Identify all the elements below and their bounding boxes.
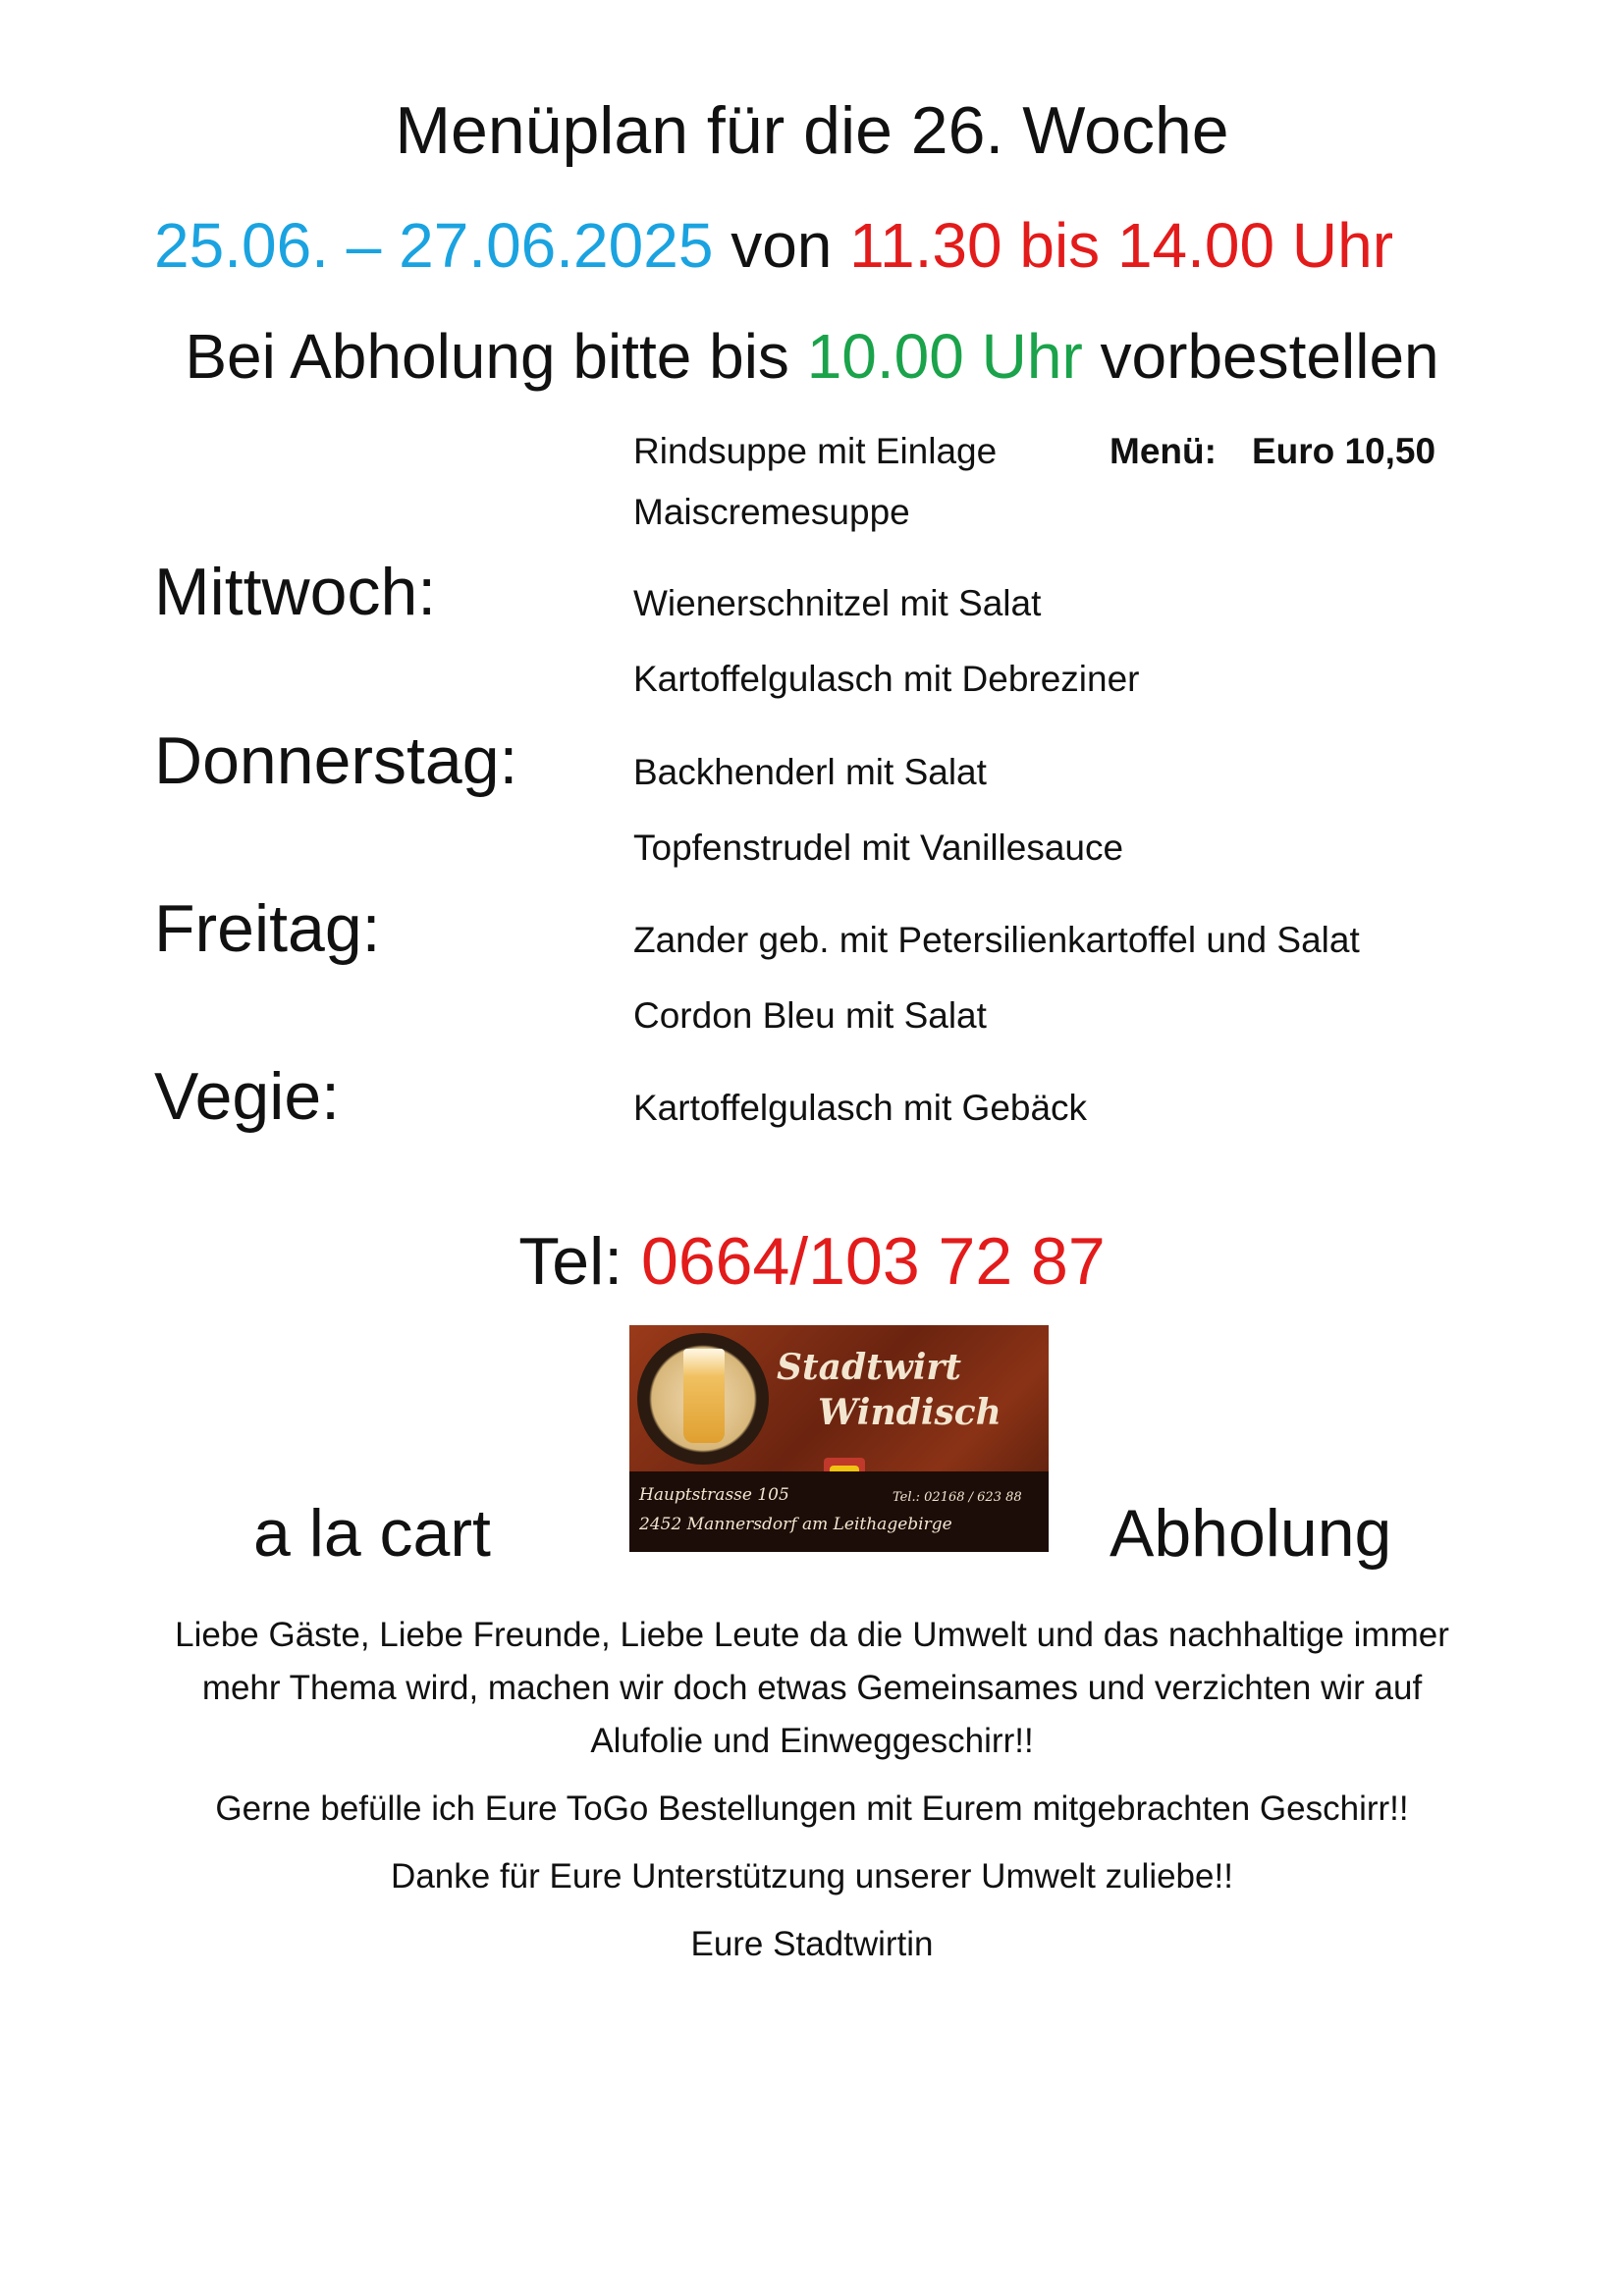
logo-phone: Tel.: 02168 / 623 88 <box>893 1490 1022 1505</box>
von-text: von <box>713 210 850 281</box>
soup-1: Rindsuppe mit Einlage <box>633 431 998 471</box>
time-range: 11.30 bis 14.00 Uhr <box>849 210 1393 281</box>
logo-name-line2: Windisch <box>818 1392 1001 1433</box>
dish-vegie-1: Kartoffelgulasch mit Gebäck <box>633 1088 1088 1128</box>
telephone-line <box>0 1217 1624 1306</box>
preorder-time: 10.00 Uhr <box>806 321 1083 392</box>
day-mittwoch: Mittwoch: <box>154 555 437 629</box>
soup-2: Maiscremesuppe <box>633 492 910 532</box>
tel-label: Tel: <box>518 1224 642 1299</box>
dish-mittwoch-1: Wienerschnitzel mit Salat <box>633 583 1042 623</box>
note-signature: Eure Stadtwirtin <box>690 1925 934 1963</box>
dish-mittwoch-2: Kartoffelgulasch mit Debreziner <box>633 659 1140 699</box>
a-la-cart-label: a la cart <box>253 1496 491 1571</box>
logo-city: 2452 Mannersdorf am Leithagebirge <box>639 1515 952 1534</box>
note-line-2: mehr Thema wird, machen wir doch etwas Gemeinsames und verzichten wir auf <box>201 1669 1423 1707</box>
restaurant-logo <box>629 1325 1049 1552</box>
date-range: 25.06. – 27.06.2025 <box>154 210 714 281</box>
preorder-line <box>0 312 1624 400</box>
note-line-4: Gerne befülle ich Eure ToGo Bestellungen mit Eurem mitgebrachten Geschirr!! <box>215 1789 1409 1828</box>
note-line-5: Danke für Eure Unterstützung unserer Umwelt zuliebe!! <box>391 1857 1233 1896</box>
day-vegie: Vegie: <box>154 1059 341 1134</box>
preorder-prefix: Bei Abholung bitte bis <box>185 321 807 392</box>
menu-price-value: Euro 10,50 <box>1251 431 1436 471</box>
day-donnerstag: Donnerstag: <box>154 723 518 798</box>
logo-street: Hauptstrasse 105 <box>639 1485 789 1505</box>
menu-label: Menü: <box>1110 431 1217 471</box>
dish-freitag-2: Cordon Bleu mit Salat <box>633 995 987 1036</box>
note-line-1: Liebe Gäste, Liebe Freunde, Liebe Leute da die Umwelt und das nachhaltige immer <box>175 1616 1449 1654</box>
page-title: Menüplan für die 26. Woche <box>395 93 1229 168</box>
dish-donnerstag-1: Backhenderl mit Salat <box>633 752 987 792</box>
day-freitag: Freitag: <box>154 891 381 966</box>
dish-donnerstag-2: Topfenstrudel mit Vanillesauce <box>633 828 1124 868</box>
preorder-suffix: vorbestellen <box>1082 321 1439 392</box>
note-line-3: Alufolie und Einweggeschirr!! <box>590 1722 1034 1760</box>
abholung-label: Abholung <box>1110 1496 1392 1571</box>
dish-freitag-1: Zander geb. mit Petersilienkartoffel und Salat <box>633 920 1360 960</box>
logo-address-bar <box>629 1471 1049 1552</box>
beer-glass-icon <box>683 1349 725 1443</box>
date-time-line <box>154 201 1393 290</box>
tel-number: 0664/103 72 87 <box>641 1224 1106 1299</box>
menu-price <box>1110 427 1435 476</box>
logo-name-line1: Stadtwirt <box>777 1347 962 1388</box>
